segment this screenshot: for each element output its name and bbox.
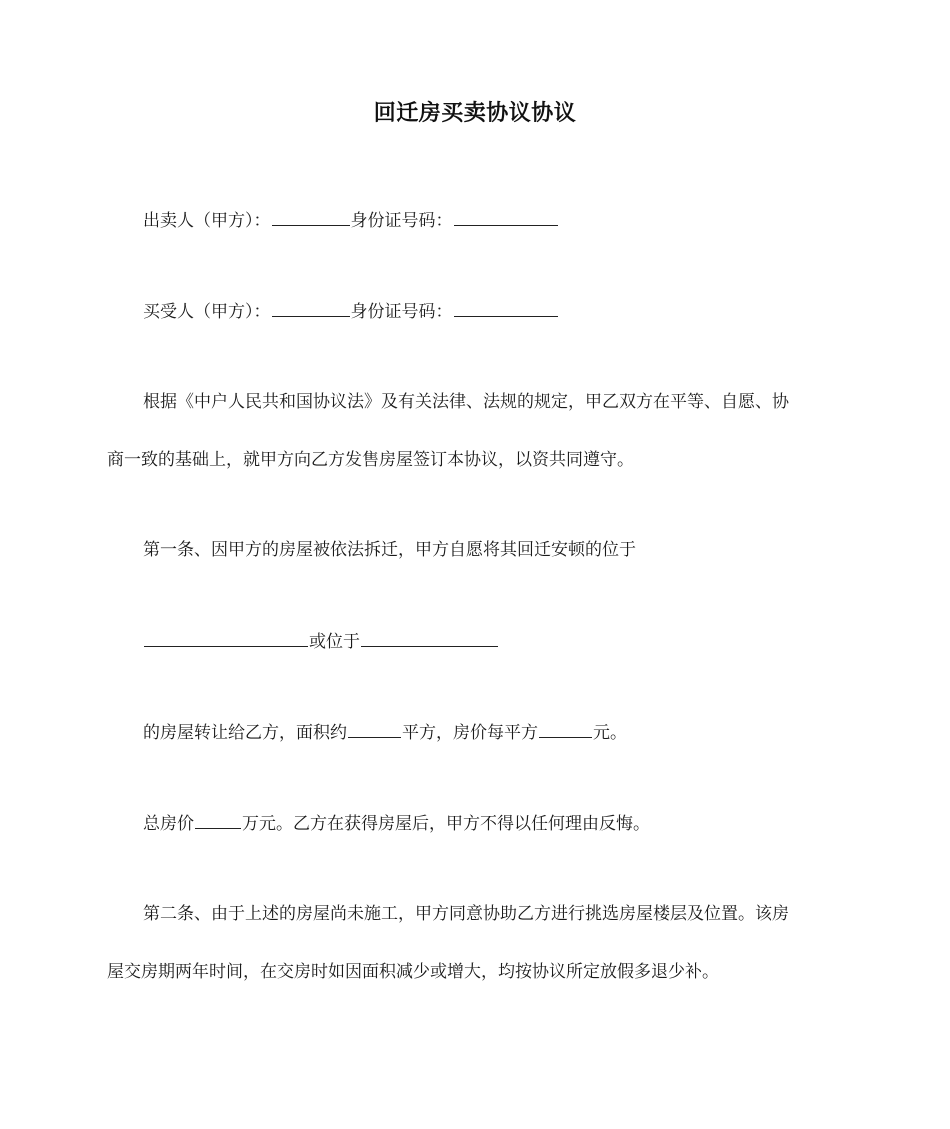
buyer-id-blank [454,299,558,317]
area-blank [348,720,401,738]
buyer-name-blank [272,299,350,317]
document-title: 回迁房买卖协议协议 [373,101,577,126]
article1-total-line [107,811,883,836]
area-text-b: 平方，房价每平方 [402,723,538,743]
location-blank-1 [144,629,308,647]
article2-line-1: 第二条、由于上述的房屋尚未施工，甲方同意协助乙方进行挑选房屋楼层及位置。该房 [143,904,789,924]
area-text-c: 元。 [593,723,627,743]
article1-area-line [107,720,883,745]
area-text-a: 的房屋转让给乙方，面积约 [143,723,347,743]
seller-label: 出卖人（甲方）： [143,211,271,231]
or-located-text: 或位于 [309,632,360,652]
total-text-a: 总房价 [143,814,194,834]
preamble-line-1: 根据《中户人民共和国协议法》及有关法律、法规的规定，甲乙双方在平等、自愿、协 [143,392,789,412]
seller-line [107,208,883,233]
article1-location-line [107,629,883,654]
unit-price-blank [539,720,592,738]
seller-name-blank [272,208,350,226]
preamble-line-2: 商一致的基础上，就甲方向乙方发售房屋签订本协议，以资共同遵守。 [107,450,634,470]
buyer-label: 买受人（甲方）： [143,302,271,322]
article2-line-2: 屋交房期两年时间，在交房时如因面积减少或增大，均按协议所定放假多退少补。 [107,962,719,982]
buyer-line [107,299,883,324]
seller-id-blank [454,208,558,226]
article1-line-1: 第一条、因甲方的房屋被依法拆迁，甲方自愿将其回迁安顿的位于 [143,540,636,560]
total-price-blank [195,811,241,829]
total-text-b: 万元。乙方在获得房屋后，甲方不得以任何理由反悔。 [242,814,650,834]
buyer-id-label: 身份证号码： [350,302,453,322]
seller-id-label: 身份证号码： [350,211,453,231]
location-blank-2 [361,629,498,647]
